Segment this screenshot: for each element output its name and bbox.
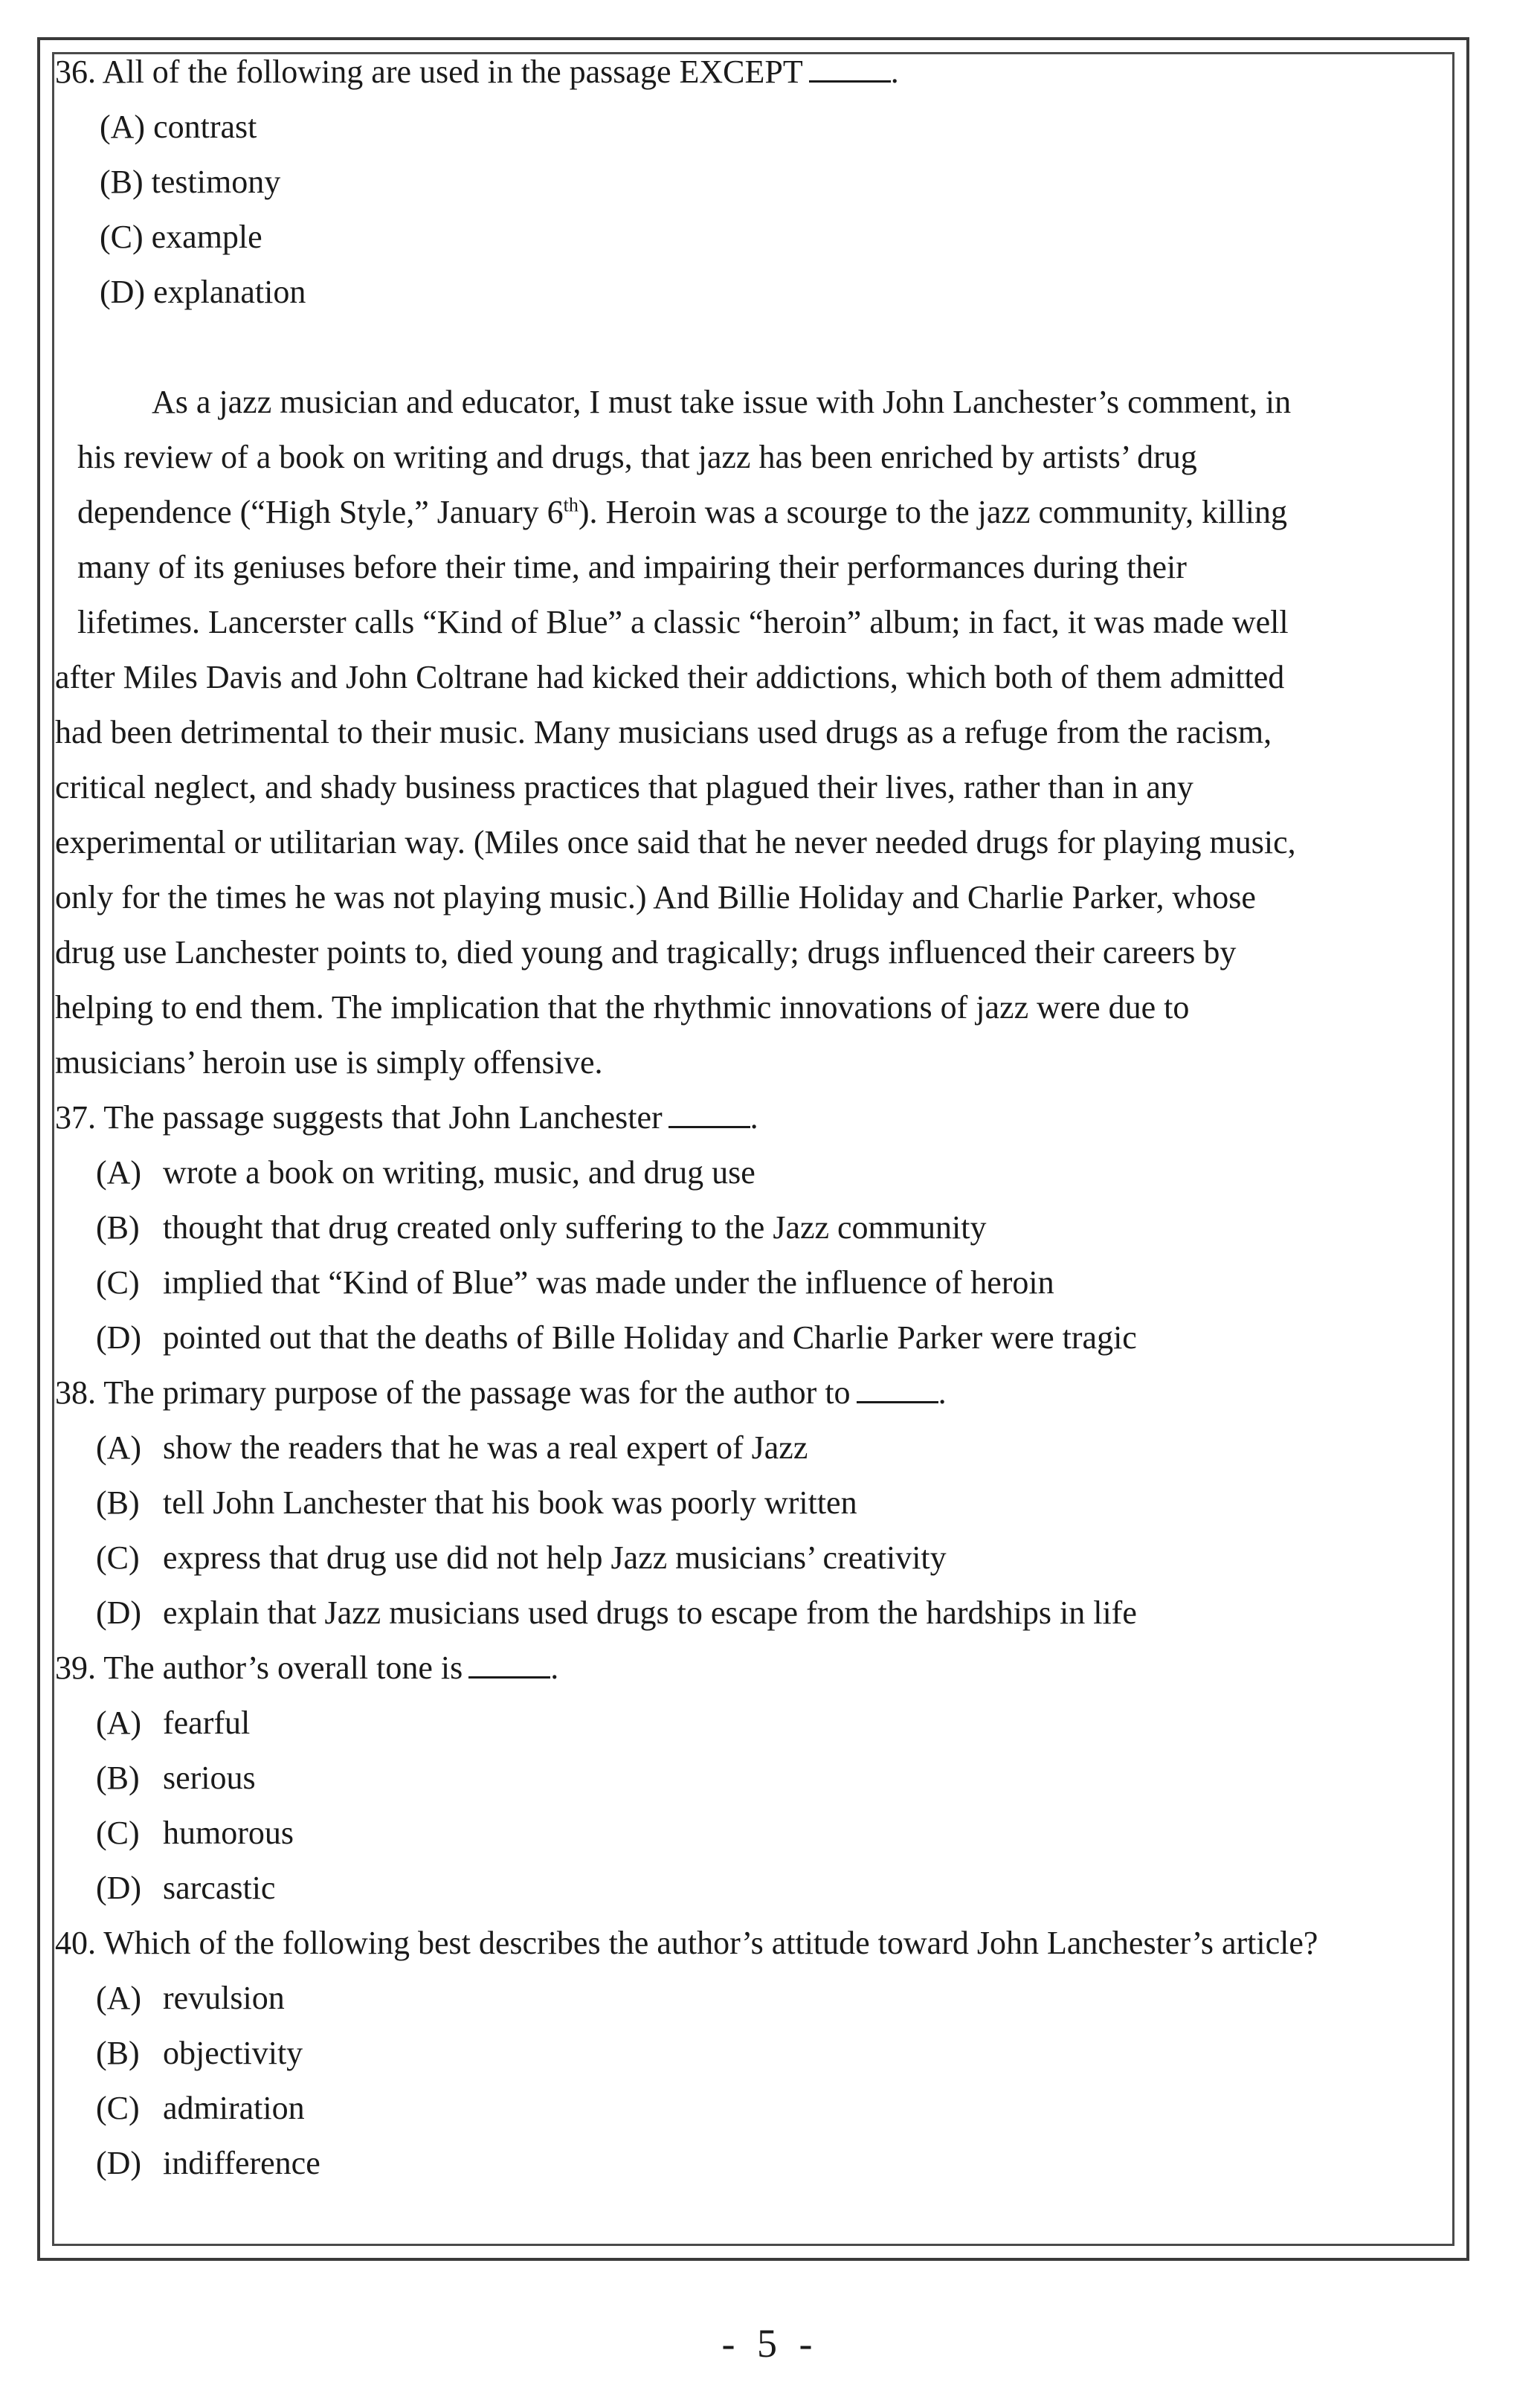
stem-end: . bbox=[750, 1099, 758, 1136]
option-text: implied that “Kind of Blue” was made under the influence of heroin bbox=[163, 1264, 1054, 1301]
question-stem bbox=[55, 1365, 1460, 1420]
passage-line: his review of a book on writing and drugs, that jazz has been enriched by artists’ drug bbox=[77, 439, 1197, 475]
option-text: express that drug use did not help Jazz musicians’ creativity bbox=[163, 1539, 947, 1576]
passage-line: many of its geniuses before their time, and impairing their performances during their bbox=[77, 549, 1187, 585]
passage-line: lifetimes. Lancerster calls “Kind of Blue” a classic “heroin” album; in fact, it was made well bbox=[77, 604, 1289, 640]
option-c bbox=[55, 1531, 1460, 1586]
option-c bbox=[55, 1255, 1460, 1310]
passage-line: experimental or utilitarian way. (Miles once said that he never needed drugs for playing music, bbox=[55, 824, 1296, 860]
stem-text: 39. The author’s overall tone is bbox=[55, 1650, 463, 1686]
option-d bbox=[55, 2136, 1460, 2191]
option-b bbox=[55, 2026, 1460, 2081]
option-letter: (C) bbox=[96, 2090, 140, 2126]
option-a bbox=[55, 1696, 1460, 1751]
option-text: sarcastic bbox=[163, 1870, 276, 1906]
stem-text: 36. All of the following are used in the passage EXCEPT bbox=[55, 54, 803, 90]
option-c: (C) example bbox=[100, 219, 262, 255]
answer-blank bbox=[857, 1376, 938, 1403]
option-text: revulsion bbox=[163, 1980, 285, 2016]
question-stem bbox=[55, 1090, 1460, 1145]
option-d: (D) explanation bbox=[100, 274, 306, 310]
option-c bbox=[55, 2081, 1460, 2136]
stem-end: . bbox=[550, 1650, 559, 1686]
question-36 bbox=[55, 45, 1460, 320]
option-b: (B) testimony bbox=[100, 164, 281, 200]
option-text: wrote a book on writing, music, and drug use bbox=[163, 1154, 755, 1191]
question-stem bbox=[55, 45, 1460, 100]
option-text: tell John Lanchester that his book was poorly written bbox=[163, 1484, 857, 1521]
option-text: humorous bbox=[163, 1815, 294, 1851]
option-letter: (B) bbox=[96, 1484, 140, 1521]
passage-line-part: ). Heroin was a scourge to the jazz community, killing bbox=[578, 494, 1287, 530]
option-letter: (B) bbox=[96, 2035, 140, 2071]
passage-line: only for the times he was not playing music.) And Billie Holiday and Charlie Parker, whose bbox=[55, 879, 1256, 915]
passage-line: As a jazz musician and educator, I must take issue with John Lanchester’s comment, in bbox=[152, 384, 1292, 420]
stem-end: . bbox=[890, 54, 899, 90]
passage-line: helping to end them. The implication that the rhythmic innovations of jazz were due to bbox=[55, 989, 1190, 1026]
reading-passage bbox=[55, 375, 1460, 1090]
answer-blank bbox=[809, 55, 891, 83]
option-letter: (C) bbox=[96, 1539, 140, 1576]
option-letter: (C) bbox=[96, 1815, 140, 1851]
passage-line: drug use Lanchester points to, died young and tragically; drugs influenced their careers by bbox=[55, 934, 1237, 971]
option-text: admiration bbox=[163, 2090, 305, 2126]
option-letter: (B) bbox=[96, 1209, 140, 1246]
passage-line: critical neglect, and shady business practices that plagued their lives, rather than in any bbox=[55, 769, 1193, 805]
option-text: indifference bbox=[163, 2145, 320, 2181]
option-letter: (A) bbox=[96, 1980, 142, 2016]
option-a bbox=[55, 1420, 1460, 1475]
superscript: th bbox=[563, 494, 579, 516]
option-a bbox=[55, 1145, 1460, 1200]
option-letter: (C) bbox=[96, 1264, 140, 1301]
option-letter: (D) bbox=[96, 2145, 142, 2181]
option-d bbox=[55, 1861, 1460, 1916]
option-c bbox=[55, 1806, 1460, 1861]
stem-end: . bbox=[938, 1374, 947, 1411]
page-number: - 5 - bbox=[721, 2321, 819, 2366]
option-d bbox=[55, 1310, 1460, 1365]
option-text: pointed out that the deaths of Bille Holiday and Charlie Parker were tragic bbox=[163, 1319, 1137, 1356]
passage-line bbox=[55, 485, 1460, 540]
option-letter: (D) bbox=[96, 1594, 142, 1631]
passage-line: had been detrimental to their music. Many musicians used drugs as a refuge from the racism, bbox=[55, 714, 1272, 750]
option-text: objectivity bbox=[163, 2035, 303, 2071]
option-text: fearful bbox=[163, 1705, 251, 1741]
answer-blank bbox=[668, 1101, 750, 1128]
option-b bbox=[55, 1475, 1460, 1531]
passage-line-part: dependence (“High Style,” January 6 bbox=[77, 494, 564, 530]
option-a: (A) contrast bbox=[100, 109, 257, 145]
passage-line: after Miles Davis and John Coltrane had kicked their addictions, which both of them admitted bbox=[55, 659, 1285, 695]
question-stem bbox=[55, 1916, 1460, 1971]
stem-text: 37. The passage suggests that John Lanchester bbox=[55, 1099, 663, 1136]
answer-blank bbox=[468, 1651, 550, 1679]
option-letter: (B) bbox=[96, 1760, 140, 1796]
option-b bbox=[55, 1200, 1460, 1255]
option-a bbox=[55, 1971, 1460, 2026]
option-text: show the readers that he was a real expert of Jazz bbox=[163, 1429, 808, 1466]
passage-line: musicians’ heroin use is simply offensive. bbox=[55, 1044, 603, 1081]
option-text: explain that Jazz musicians used drugs to escape from the hardships in life bbox=[163, 1594, 1137, 1631]
question-40 bbox=[55, 1916, 1460, 2191]
question-39 bbox=[55, 1641, 1460, 1916]
question-38 bbox=[55, 1365, 1460, 1641]
option-letter: (A) bbox=[96, 1705, 142, 1741]
exam-content bbox=[55, 45, 1460, 2191]
option-text: serious bbox=[163, 1760, 256, 1796]
option-letter: (D) bbox=[96, 1870, 142, 1906]
option-text: thought that drug created only suffering to the Jazz community bbox=[163, 1209, 987, 1246]
option-d bbox=[55, 1586, 1460, 1641]
stem-text: 38. The primary purpose of the passage was for the author to bbox=[55, 1374, 851, 1411]
question-stem bbox=[55, 1641, 1460, 1696]
question-37 bbox=[55, 1090, 1460, 1365]
stem-text: 40. Which of the following best describes the author’s attitude toward John Lanchester’s article? bbox=[55, 1925, 1318, 1961]
option-letter: (A) bbox=[96, 1154, 142, 1191]
option-b bbox=[55, 1751, 1460, 1806]
option-letter: (D) bbox=[96, 1319, 142, 1356]
option-letter: (A) bbox=[96, 1429, 142, 1466]
